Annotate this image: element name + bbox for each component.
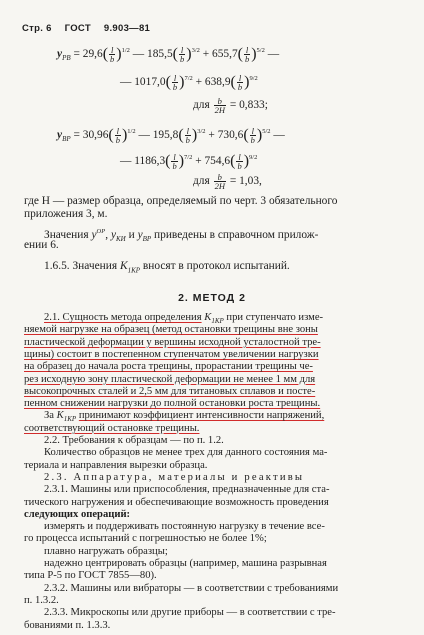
formula-2-term-5: — 1186,3 xyxy=(120,154,166,167)
hidden-text-line: бованиями п. 1.3.3. xyxy=(24,619,111,631)
frac-num: l xyxy=(251,125,254,136)
text-line: рез исходную зону пластической деформации не менее 1 мм для xyxy=(24,373,316,385)
text-fragment: принимают коэффициент интенсивности напряжений, xyxy=(78,410,325,422)
text-line: пенном снижении нагрузки до полной остановки роста трещины. xyxy=(24,398,321,410)
frac-den: b xyxy=(110,53,115,64)
frac-den: 2H xyxy=(214,105,225,115)
hidden-text-line: п. 1.3.2. xyxy=(24,594,59,606)
symbol-sub: 1КР xyxy=(63,415,77,424)
frac-den: b xyxy=(179,53,185,64)
frac-den: b xyxy=(185,134,190,145)
text-line: ении 6. xyxy=(24,239,59,251)
condition-value: = 0,833; xyxy=(229,99,268,112)
formula-2-lhs: y xyxy=(57,128,63,141)
formula-2-exp-3: 5/2 xyxy=(262,128,271,135)
symbol: y xyxy=(137,228,143,241)
gost-label: ГОСТ xyxy=(64,23,91,34)
formula-1-term-6: + 638,9 xyxy=(195,75,231,88)
condition-label: для xyxy=(193,175,210,188)
clause-1-6-5 xyxy=(44,260,290,277)
section-title: 2. МЕТОД 2 xyxy=(178,292,246,304)
text-fragment: За xyxy=(44,410,55,422)
frac-num: l xyxy=(238,72,242,83)
clause-2-3-1: 2.3.1. Машины или приспособления, предназначенные для ста- xyxy=(44,484,330,496)
formula-1-exp-5: 7/2 xyxy=(184,75,193,82)
text-fragment: , xyxy=(105,228,109,241)
text-line: на образец до начала роста трещины, прорастании трещины че- xyxy=(24,361,313,373)
text-line: плавно нагружать образцы; xyxy=(44,545,168,557)
frac-den: b xyxy=(250,134,255,145)
frac-num: l xyxy=(245,44,249,55)
text-line: щины) состоит в постепенном ступенчатом увеличении нагрузки xyxy=(24,348,319,360)
clause-2-3-2: 2.3.2. Машины или вибраторы — в соответствии с требованиями xyxy=(44,582,339,594)
formula-1-term-5: — 1017,0 xyxy=(120,75,166,88)
formula-1-exp-2: 3/2 xyxy=(191,47,200,54)
symbol: y xyxy=(110,228,116,241)
formula-1-term-3: + 655,7 xyxy=(202,47,238,60)
text-fragment: при ступенчато изме- xyxy=(226,312,324,323)
text-line: Количество образцов не менее трех для данного состояния ма- xyxy=(44,447,328,459)
formula-1-lhs-sub: PB xyxy=(62,54,71,63)
text-line: пластической деформации у вершины исходной усталостной тре- xyxy=(24,336,321,348)
frac-num: b xyxy=(214,173,226,182)
frac-num: l xyxy=(116,125,120,136)
text-line: измерять и поддерживать постоянную нагрузку в течение все- xyxy=(44,521,325,533)
formula-1-term-1: = 29,6 xyxy=(73,47,103,60)
formula-2-line-1: $y_{BP} = 30,96$( $\frac{l}{b}$ )$^{1/2}$ — 195,8( $\frac{l}{b}$ )$^{3/2}$ + 730,6( $\frac{l}{b}$ )$^{5/2}$ — xyxy=(57,125,285,145)
text-line: соответствующий остановке трещины. xyxy=(24,422,200,434)
formula-2-condition xyxy=(193,173,262,190)
frac-den: b xyxy=(237,160,242,171)
formula-2-term-3: + 730,6 xyxy=(208,128,244,141)
frac-den: b xyxy=(237,81,243,92)
formula-1-exp-3: 5/2 xyxy=(256,47,265,54)
symbol-sub: 1КР xyxy=(127,266,140,275)
formula-2-term-6: + 754,6 xyxy=(195,154,231,167)
text-line: где H — размер образца, определяемый по черт. 3 обязательного xyxy=(24,195,338,207)
symbol-sub: KИ xyxy=(116,235,126,244)
gost-code: 9.903—81 xyxy=(103,23,151,34)
hidden-text-line: 2.3.3. Микроскопы или другие приборы — в соответствии с тре- xyxy=(44,607,336,619)
frac-num: l xyxy=(173,72,177,83)
frac-num: b xyxy=(214,97,226,106)
text-line: следующих операций: xyxy=(24,508,131,520)
symbol: K xyxy=(204,312,212,323)
frac-num: l xyxy=(110,44,114,55)
text-fragment: Значения xyxy=(44,228,89,241)
symbol: y xyxy=(91,228,97,241)
formula-2-exp-1: 1/2 xyxy=(127,128,136,135)
text-line: го процесса испытаний с погрешностью не более 1%; xyxy=(24,533,267,545)
page-header xyxy=(22,23,160,34)
formula-1-term-4: — xyxy=(267,47,280,60)
text-fragment: 1.6.5. Значения xyxy=(44,260,118,272)
text-line: высокопрочных сталей и 2,5 мм для титановых сплавов и посте- xyxy=(24,385,316,397)
text-fragment: и xyxy=(128,228,135,241)
clause-2-2: 2.2. Требования к образцам — по п. 1.2. xyxy=(44,435,224,446)
text-line: типа Р-5 по ГОСТ 7855—80). xyxy=(24,570,157,582)
text-fragment: приведены в справочном прилож- xyxy=(154,228,319,241)
formula-1-line-2: — 1017,0( $\frac{l}{b}$ )$^{7/2}$ + 638,9( $\frac{l}{b}$ )$^{9/2}$ xyxy=(120,72,258,92)
text-line: тического нагружения и обеспечивающие возможность проведения xyxy=(24,496,329,508)
frac-den: 2H xyxy=(214,181,225,191)
frac-num: l xyxy=(180,44,184,55)
frac-num: l xyxy=(186,125,189,136)
condition-value: = 1,03, xyxy=(229,175,262,188)
symbol: K xyxy=(56,410,64,422)
text-fragment: 2.1. Сущность метода определения xyxy=(44,312,202,323)
formula-1-exp-1: 1/2 xyxy=(121,47,130,54)
values-line xyxy=(44,225,318,246)
formula-2-exp-5: 7/2 xyxy=(184,154,193,161)
symbol-sub: 1КР xyxy=(211,317,224,326)
formula-2-term-1: = 30,96 xyxy=(73,128,109,141)
formula-2-lhs-sub: BP xyxy=(62,135,71,144)
clause-2-3-heading: 2.3. Аппаратура, материалы и реактивы xyxy=(44,471,305,483)
text-fragment: вносят в протокол испытаний. xyxy=(142,260,290,272)
frac-num: l xyxy=(238,151,241,162)
formula-2-exp-6: 9/2 xyxy=(249,154,258,161)
formula-1-condition xyxy=(193,97,268,114)
formula-2-term-4: — xyxy=(273,128,285,141)
formula-2-exp-2: 3/2 xyxy=(197,128,206,135)
text-line: надежно центрировать образцы (например, машина разрывная xyxy=(44,558,327,569)
frac-den: b xyxy=(244,53,250,64)
frac-den: b xyxy=(172,81,178,92)
condition-label: для xyxy=(193,99,210,112)
formula-1-line-1: $y_{PB} = 29,6$( $\frac{l}{b}$ )$^{1/2}$ — 185,5( $\frac{l}{b}$ )$^{3/2}$ + 655,7( $\frac{l}{b}$ )$^{5/2}$ — xyxy=(57,44,280,64)
symbol-sub: BP xyxy=(142,235,152,244)
formula-2-line-2: — 1186,3( $\frac{l}{b}$ )$^{7/2}$ + 754,6( $\frac{l}{b}$ )$^{9/2}$ xyxy=(120,151,258,171)
frac-den: b xyxy=(115,134,120,145)
symbol-sup: OP xyxy=(96,228,106,235)
formula-1-lhs: y xyxy=(57,47,63,60)
frac-den: b xyxy=(172,160,177,171)
page-number: Стр. 6 xyxy=(22,23,52,34)
text-line: няемой нагрузке на образец (метод остановки трещины вне зоны xyxy=(24,324,318,336)
text-line: териала и направления вырезки образца. xyxy=(24,459,208,471)
formula-1-exp-6: 9/2 xyxy=(249,75,258,82)
frac-num: l xyxy=(173,151,176,162)
symbol: K xyxy=(119,260,128,272)
formula-1-term-2: — 185,5 xyxy=(132,47,173,60)
formula-2-term-2: — 195,8 xyxy=(138,128,179,141)
text-line: приложения 3, м. xyxy=(24,208,108,220)
